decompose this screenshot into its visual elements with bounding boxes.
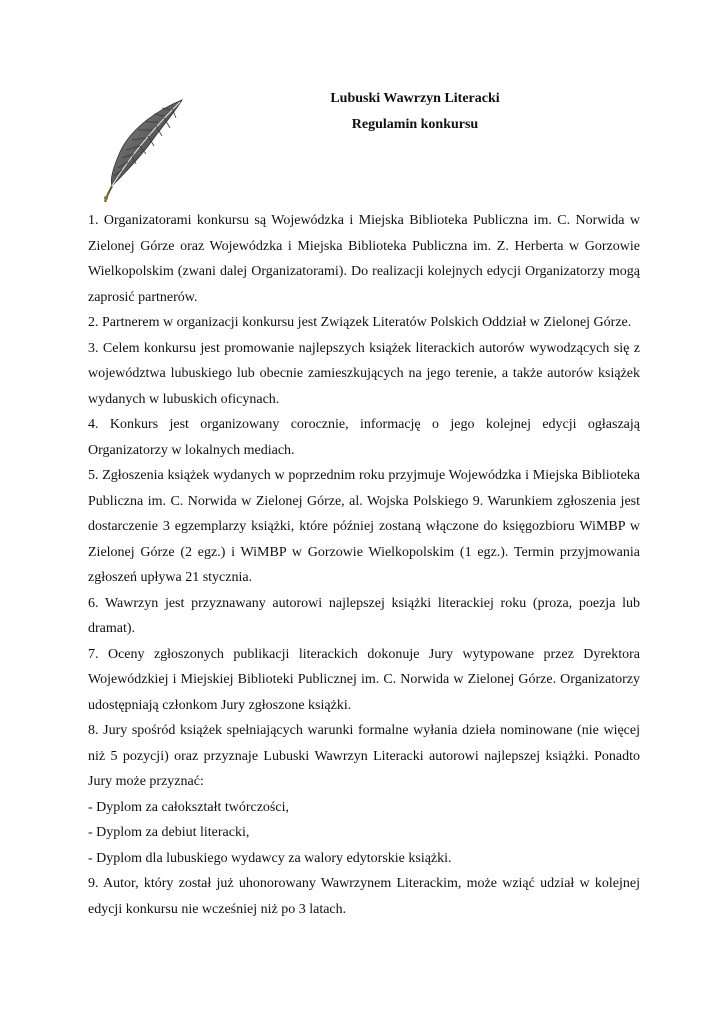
paragraph-1: 1. Organizatorami konkursu są Wojewódzka i Miejska Biblioteka Publiczna im. C. Norwida w Zielonej Górze oraz Wojewódzka i Miejska Biblioteka Publiczna im. Z. Herberta w Gorzowie Wielkopolskim (zwani dalej Organizatorami). Do realizacji kolejnych edycji Organizatorzy mogą zaprosić partnerów. (88, 213, 640, 305)
paragraph-4: 4. Konkurs jest organizowany corocznie, informację o jego kolejnej edycji ogłaszają Organizatorzy w lokalnych mediach. (88, 417, 640, 458)
list-item-diploma-lifetime: - Dyplom za całokształt twórczości, (88, 799, 289, 815)
document-header (250, 86, 580, 138)
document-subtitle: Regulamin konkursu (351, 117, 479, 132)
paragraph-8: 8. Jury spośród książek spełniających warunki formalne wyłania dzieła nominowane (nie więcej niż 5 pozycji) oraz przyznaje Lubuski Wawrzyn Literacki autorowi najlepszej książki. Ponadto Jury może przyznać: (88, 723, 640, 789)
paragraph-9: 9. Autor, który został już uhonorowany Wawrzynem Literackim, może wziąć udział w kolejnej edycji konkursu nie wcześniej niż po 3 latach. (88, 876, 640, 917)
document-body (88, 208, 640, 922)
paragraph-5: 5. Zgłoszenia książek wydanych w poprzednim roku przyjmuje Wojewódzka i Miejska Biblioteka Publiczna im. C. Norwida w Zielonej Górze, al. Wojska Polskiego 9. Warunkiem zgłoszenia jest dostarczenie 3 egzemplarzy książki, które później zostaną włączone do księgozbioru WiMBP w Zielonej Górze (2 egz.) i WiMBP w Gorzowie Wielkopolskim (1 egz.). Termin przyjmowania zgłoszeń upływa 21 stycznia. (88, 468, 640, 585)
list-item-diploma-debut: - Dyplom za debiut literacki, (88, 825, 250, 840)
paragraph-2: 2. Partnerem w organizacji konkursu jest Związek Literatów Polskich Oddział w Zielonej Górze. (88, 315, 632, 330)
paragraph-7: 7. Oceny zgłoszonych publikacji literackich dokonuje Jury wytypowane przez Dyrektora Wojewódzkiej i Miejskiej Biblioteki Publicznej im. C. Norwida w Zielonej Górze. Organizatorzy udostępniają członkom Jury zgłoszone książki. (88, 646, 640, 713)
paragraph-6: 6. Wawrzyn jest przyznawany autorowi najlepszej książki literackiej roku (proza, poezja lub dramat). (88, 595, 640, 636)
document-title: Lubuski Wawrzyn Literacki (330, 91, 500, 106)
laurel-leaf-icon (92, 96, 188, 204)
list-item-diploma-publisher: - Dyplom dla lubuskiego wydawcy za walory edytorskie książki. (88, 850, 452, 866)
paragraph-3: 3. Celem konkursu jest promowanie najlepszych książek literackich autorów wywodzących się z województwa lubuskiego lub obecnie zamieszkujących na jego terenie, a także autorów książek wydanych w lubuskich oficynach. (88, 340, 640, 407)
